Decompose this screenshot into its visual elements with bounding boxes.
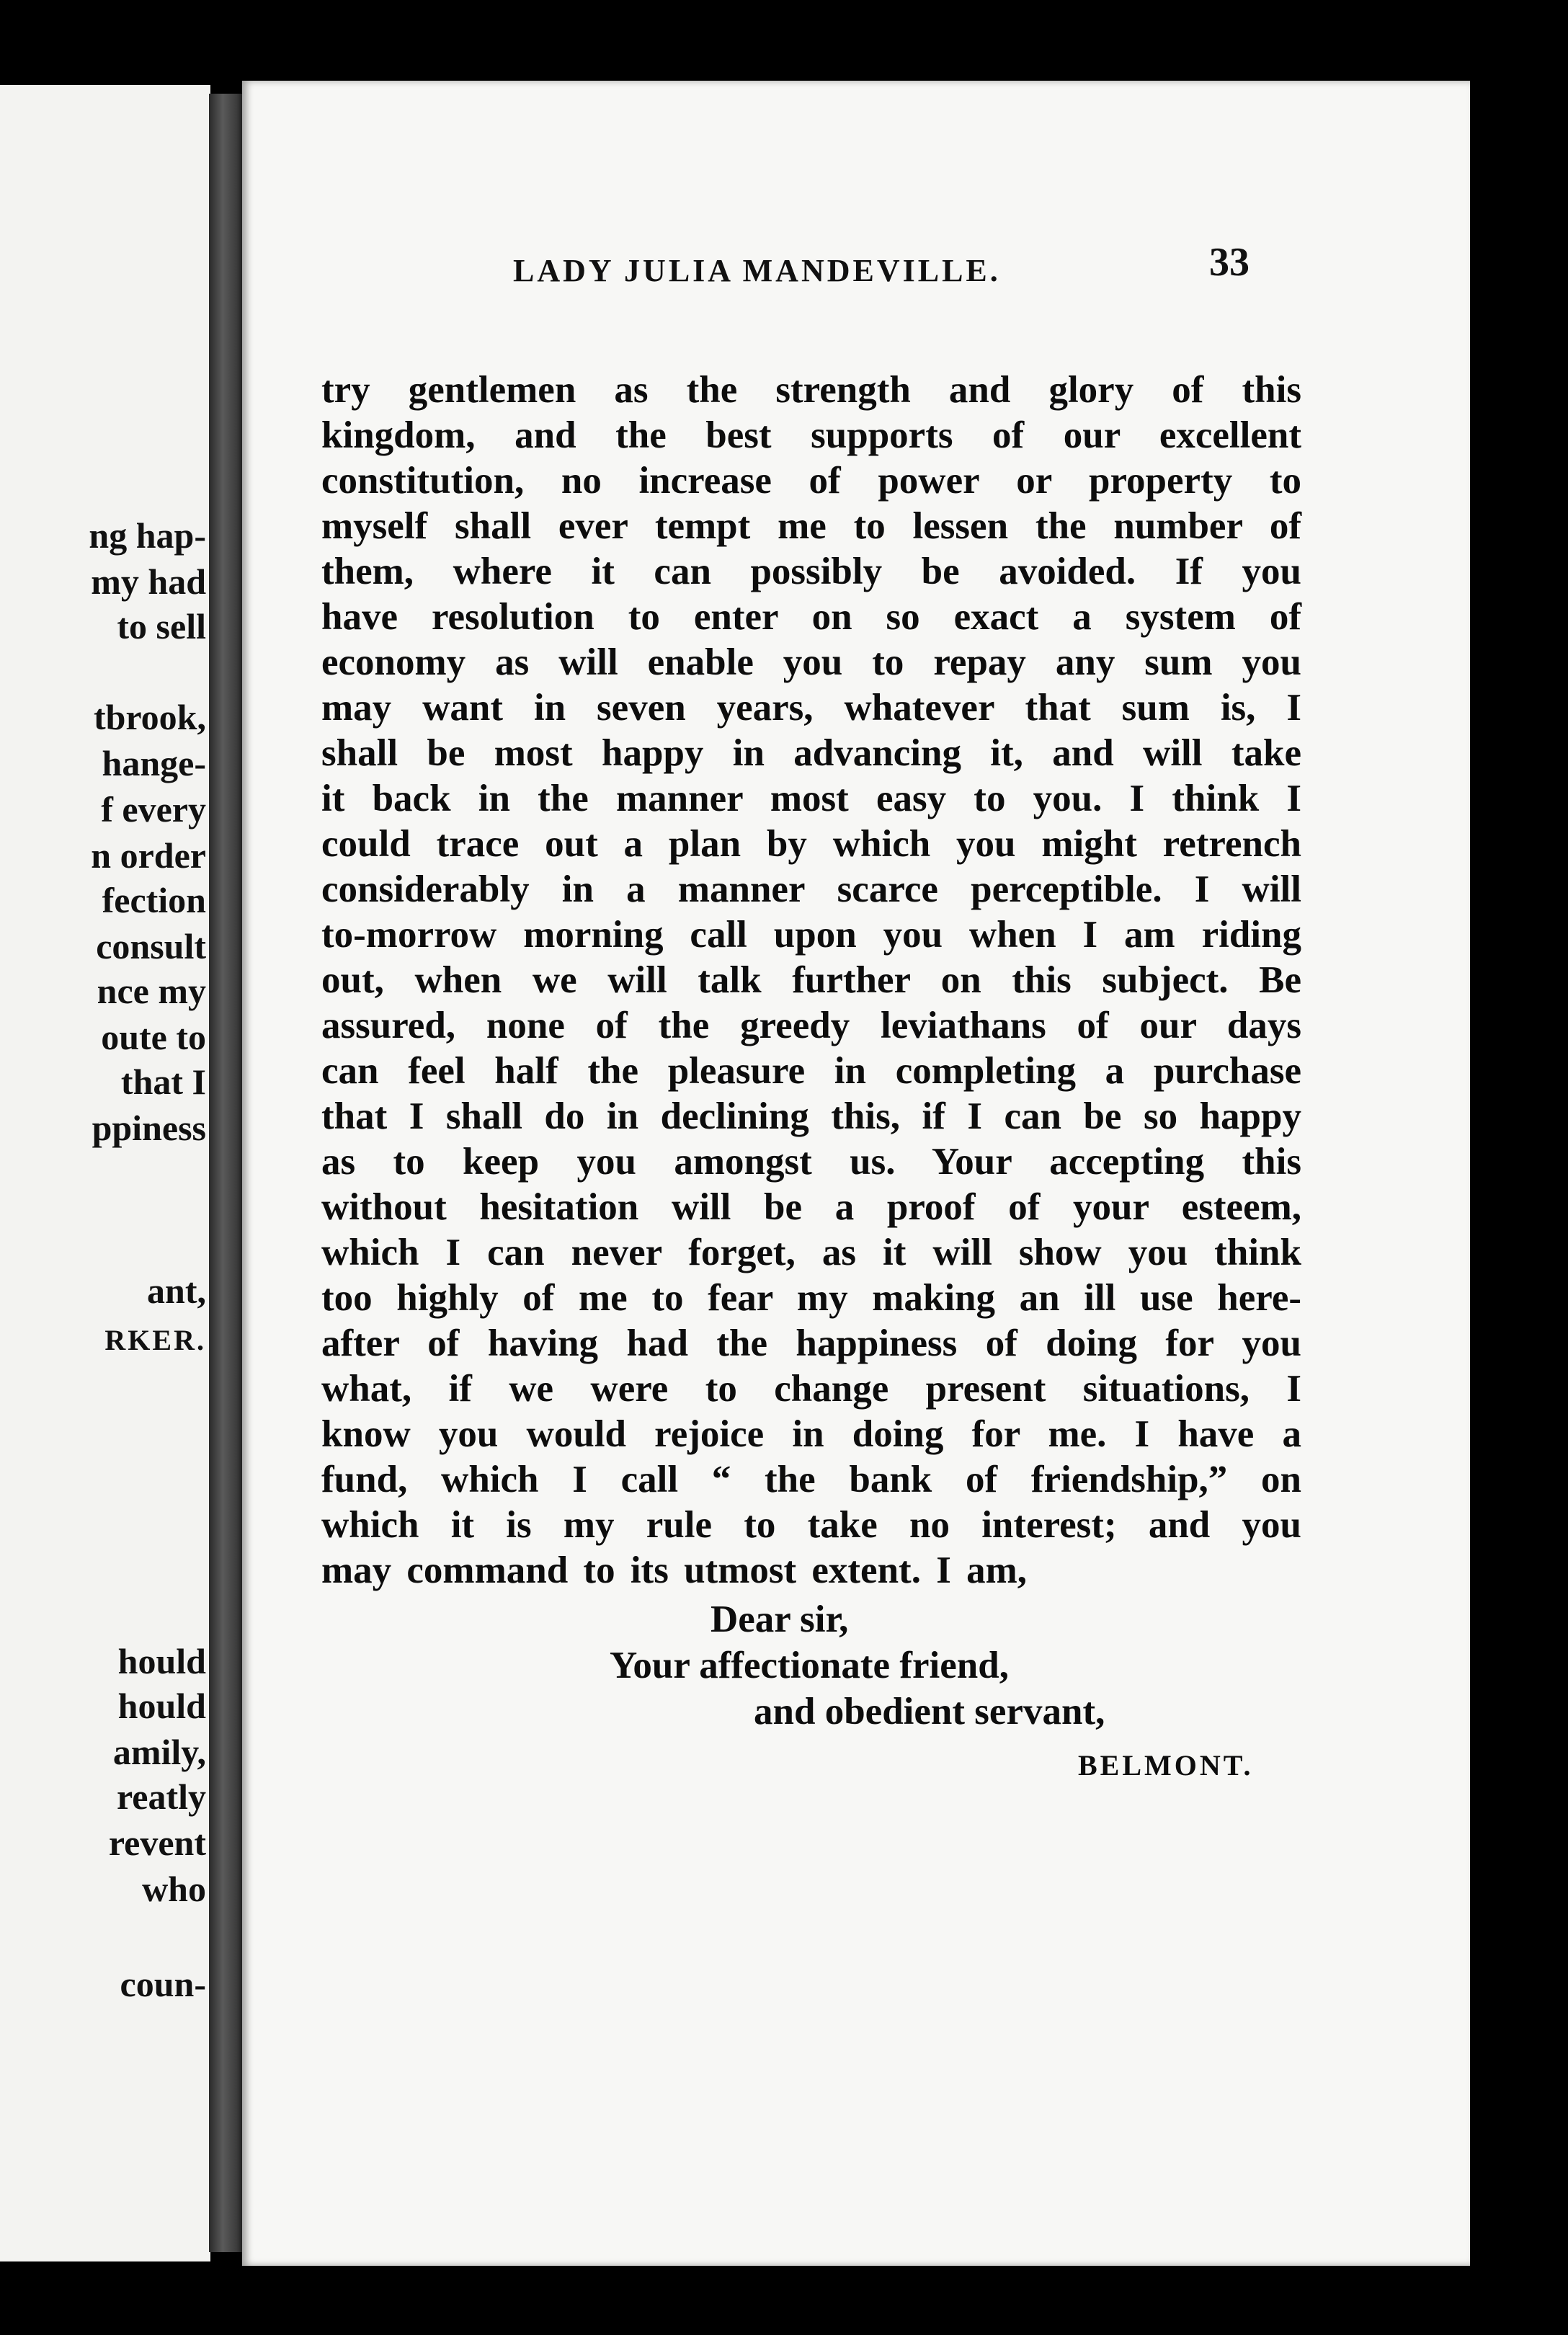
closing-line: and obedient servant,	[754, 1691, 1105, 1733]
text-line: can feel half the pleasure in completing a purchase	[321, 1050, 1301, 1092]
facing-line: to sell	[117, 606, 206, 646]
facing-line: ppiness	[92, 1108, 206, 1148]
facing-line: oute to	[101, 1017, 206, 1057]
facing-line: ng hap-	[89, 515, 206, 556]
text-line: which I can never forget, as it will show you think	[321, 1232, 1301, 1273]
text-line: myself shall ever tempt me to lessen the number of	[321, 505, 1301, 547]
text-line: to-morrow morning call upon you when I am riding	[321, 914, 1301, 956]
facing-line: my had	[91, 561, 206, 602]
text-line: have resolution to enter on so exact a system of	[321, 596, 1301, 638]
facing-line: ant,	[147, 1271, 206, 1311]
text-line: try gentlemen as the strength and glory of this	[321, 369, 1301, 411]
text-line: may want in seven years, whatever that sum is, I	[321, 687, 1301, 729]
book-page	[242, 81, 1470, 2266]
text-line: fund, which I call “ the bank of friendship,” on	[321, 1459, 1301, 1500]
facing-line: RKER.	[104, 1324, 206, 1356]
facing-line: hould	[117, 1641, 206, 1681]
text-line: kingdom, and the best supports of our excellent	[321, 414, 1301, 456]
text-line: considerably in a manner scarce perceptible. I will	[321, 868, 1301, 910]
facing-line: f every	[101, 789, 206, 830]
text-line: after of having had the happiness of doing for you	[321, 1322, 1301, 1364]
facing-line: who	[142, 1869, 206, 1909]
text-line: could trace out a plan by which you might retrench	[321, 823, 1301, 865]
facing-line: nce my	[97, 971, 206, 1011]
text-line: economy as will enable you to repay any sum you	[321, 641, 1301, 683]
text-line: them, where it can possibly be avoided. If you	[321, 551, 1301, 592]
facing-line: tbrook,	[93, 697, 206, 737]
closing-line: Your affectionate friend,	[610, 1645, 1009, 1686]
text-line: it back in the manner most easy to you. I think I	[321, 778, 1301, 819]
facing-line: consult	[96, 926, 206, 966]
facing-line: n order	[91, 835, 206, 876]
closing-salutation: Dear sir,	[710, 1598, 849, 1640]
facing-line: revent	[108, 1823, 206, 1863]
text-line: without hesitation will be a proof of your esteem,	[321, 1186, 1301, 1228]
text-line: shall be most happy in advancing it, and will take	[321, 732, 1301, 774]
facing-line: hange-	[102, 743, 206, 783]
running-head-title: LADY JULIA MANDEVILLE.	[513, 253, 1001, 288]
text-line: what, if we were to change present situations, I	[321, 1368, 1301, 1410]
text-line: know you would rejoice in doing for me. I have a	[321, 1413, 1301, 1455]
facing-line: coun-	[120, 1964, 206, 2004]
text-line: that I shall do in declining this, if I can be so happy	[321, 1095, 1301, 1137]
text-line: as to keep you amongst us. Your accepting this	[321, 1141, 1301, 1183]
facing-line: reatly	[116, 1776, 206, 1817]
facing-line: that I	[120, 1062, 206, 1102]
text-line: assured, none of the greedy leviathans of our days	[321, 1005, 1301, 1046]
signature: BELMONT.	[1078, 1749, 1254, 1782]
text-line: may command to its utmost extent. I am,	[321, 1549, 1027, 1591]
text-line: too highly of me to fear my making an ill use here-	[321, 1277, 1301, 1319]
page-number: 33	[1209, 240, 1250, 285]
text-line: constitution, no increase of power or property to	[321, 460, 1301, 502]
book-gutter	[209, 94, 244, 2252]
text-line: which it is my rule to take no interest; and you	[321, 1504, 1301, 1546]
facing-line: hould	[117, 1686, 206, 1726]
facing-line: fection	[102, 880, 206, 920]
text-line: out, when we will talk further on this subject. Be	[321, 959, 1301, 1001]
facing-line: amily,	[112, 1732, 206, 1772]
facing-page-left	[0, 85, 210, 2261]
